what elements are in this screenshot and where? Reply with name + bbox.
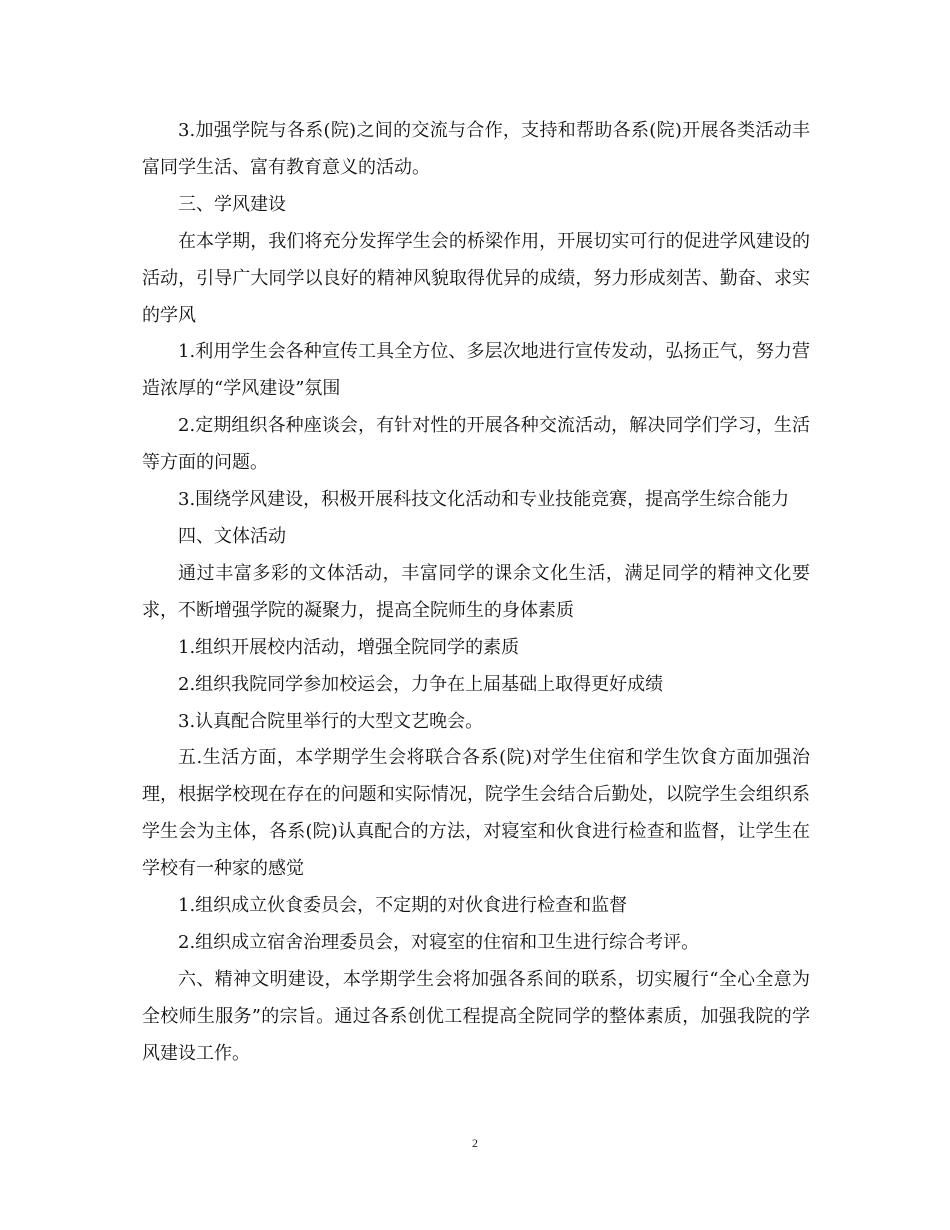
paragraph-sports-culture-intro: 通过丰富多彩的文体活动，丰富同学的课余文化生活，满足同学的精神文化要求，不断增强学院的凝聚力，提高全院师生的身体素质	[142, 562, 810, 621]
section-heading-study-style: 三、学风建设	[178, 193, 286, 215]
section-heading-sports-culture: 四、文体活动	[178, 525, 286, 547]
paragraph-civilization-section: 六、精神文明建设，本学期学生会将加强各系间的联系，切实履行“全心全意为全校师生服务”的宗旨。通过各系创优工程提高全院同学的整体素质，加强我院的学风建设工作。	[142, 968, 810, 1064]
paragraph-item-3-exchange: 3.加强学院与各系(院)之间的交流与合作，支持和帮助各系(院)开展各类活动丰富同学生活、富有教育意义的活动。	[142, 120, 810, 178]
paragraph-living-item-1: 1.组织成立伙食委员会，不定期的对伙食进行检查和监督	[178, 895, 628, 917]
page-number: 2	[472, 1136, 478, 1150]
document-body	[142, 113, 810, 1073]
paragraph-sports-culture-item-1: 1.组织开展校内活动，增强全院同学的素质	[178, 636, 520, 658]
paragraph-study-style-item-2: 2.定期组织各种座谈会，有针对性的开展各种交流活动，解决同学们学习，生活等方面的问题。	[142, 415, 810, 474]
paragraph-study-style-item-3: 3.围绕学风建设，积极开展科技文化活动和专业技能竞赛，提高学生综合能力	[178, 489, 790, 511]
paragraph-living-section: 五.生活方面，本学期学生会将联合各系(院)对学生住宿和学生饮食方面加强治理，根据学校现在存在的问题和实际情况，院学生会结合后勤处，以院学生会组织系学生会为主体，各系(院)认真配合的方法，对寝室和伙食进行检查和监督，让学生在学校有一种家的感觉	[142, 747, 810, 880]
paragraph-study-style-intro: 在本学期，我们将充分发挥学生会的桥梁作用，开展切实可行的促进学风建设的活动，引导广大同学以良好的精神风貌取得优异的成绩，努力形成刻苦、勤奋、求实的学风	[142, 230, 810, 326]
paragraph-living-item-2: 2.组织成立宿舍治理委员会，对寝室的住宿和卫生进行综合考评。	[178, 931, 700, 953]
paragraph-sports-culture-item-2: 2.组织我院同学参加校运会，力争在上届基础上取得更好成绩	[178, 673, 664, 695]
paragraph-sports-culture-item-3: 3.认真配合院里举行的大型文艺晚会。	[178, 710, 484, 732]
paragraph-study-style-item-1: 1.利用学生会各种宣传工具全方位、多层次地进行宣传发动，弘扬正气，努力营造浓厚的“学风建设”氛围	[142, 341, 810, 400]
